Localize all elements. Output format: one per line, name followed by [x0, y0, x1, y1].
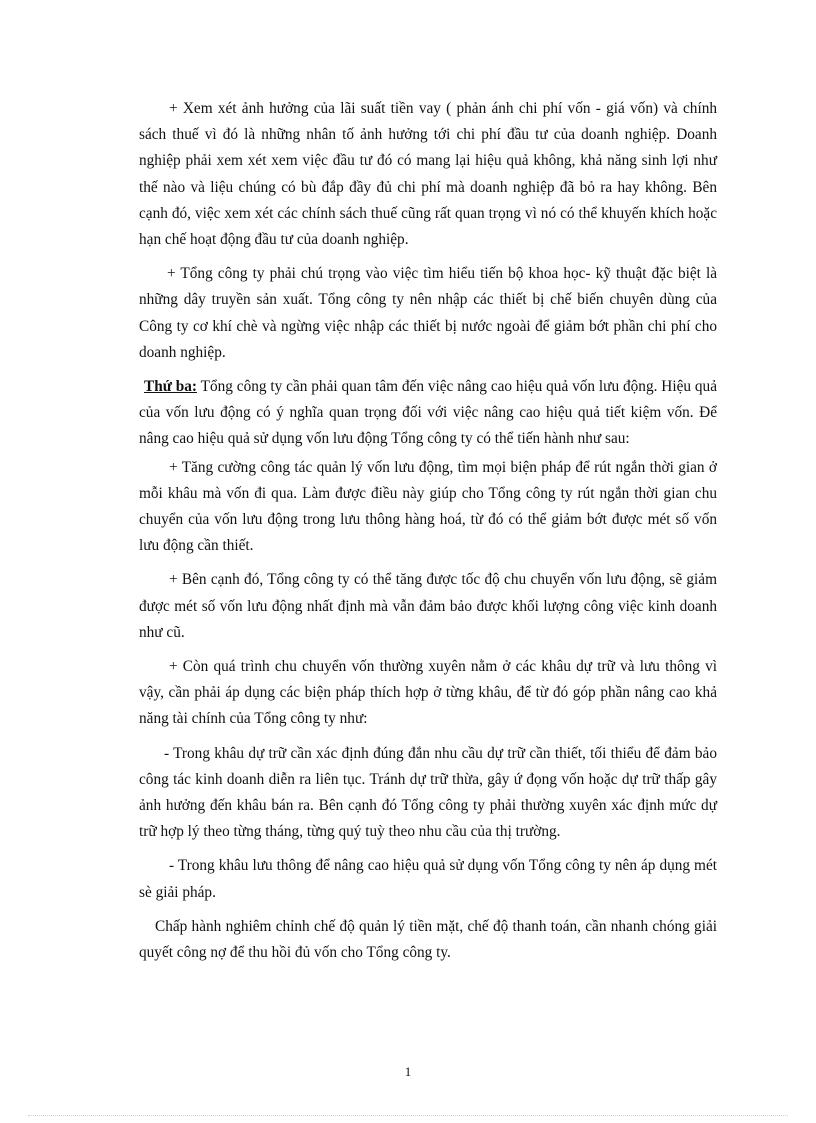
third-point-text: Tổng công ty cần phải quan tâm đến việc nâng cao hiệu quả vốn lưu động. Hiệu quả của vốn lưu động có ý nghĩa quan trọng đối với việc nâng cao hiệu quả tiết kiệm vốn. Để nâng cao hiệu quả sử dụng vốn lưu động Tổng công ty có thể tiến hành như sau: [139, 378, 717, 448]
paragraph-management: + Tăng cường công tác quản lý vốn lưu động, tìm mọi biện pháp để rút ngắn thời gian ở mỗi khâu mà vốn đi qua. Làm được điều này giúp cho Tổng công ty rút ngắn thời gian chu chuyển của vốn lưu động trong lưu thông hàng hoá, từ đó có thể giảm bớt được mét số vốn lưu động cần thiết. [139, 458, 717, 555]
paragraph-circulation: + Còn quá trình chu chuyển vốn thường xuyên nằm ở các khâu dự trữ và lưu thông vì vậy, cần phải áp dụng các biện pháp thích hợp ở từng khâu, để từ đó góp phần nâng cao khả năng tài chính của Tổng công ty như: [139, 658, 717, 728]
paragraph-distribution: - Trong khâu lưu thông để nâng cao hiệu quả sử dụng vốn Tổng công ty nên áp dụng mét sè giải pháp. [139, 857, 717, 901]
paragraph-cash: Chấp hành nghiêm chỉnh chế độ quản lý tiền mặt, chế độ thanh toán, cần nhanh chóng giải quyết công nợ để thu hồi đủ vốn cho Tổng công ty. [139, 917, 717, 962]
paragraph-third-point [139, 374, 717, 453]
page-bottom-divider [28, 1115, 788, 1116]
paragraph-turnover: + Bên cạnh đó, Tổng công ty có thể tăng được tốc độ chu chuyển vốn lưu động, sẽ giảm được mét số vốn lưu động nhất định mà vẫn đảm bảo được khối lượng công việc kinh doanh như cũ. [139, 571, 717, 641]
body-text [139, 96, 717, 966]
paragraph-reserve: - Trong khâu dự trữ cần xác định đúng đắn nhu cầu dự trữ cần thiết, tối thiểu để đảm bảo công tác kinh doanh diễn ra liên tục. Tránh dự trữ thừa, gây ứ đọng vốn hoặc dự trữ thấp gây ảnh hưởng đến khâu bán ra. Bên cạnh đó Tổng công ty phải thường xuyên xác định mức dự trữ hợp lý theo từng tháng, từng quý tuỳ theo nhu cầu của thị trường. [139, 744, 717, 841]
paragraph-interest-tax: + Xem xét ảnh hưởng của lãi suất tiền vay ( phản ánh chi phí vốn - giá vốn) và chính sách thuế vì đó là những nhân tố ảnh hưởng tới chi phí đầu tư của doanh nghiệp. Doanh nghiệp phải xem xét xem việc đầu tư đó có mang lại hiệu quả không, khả năng sinh lợi như thế nào và liệu chúng có bù đắp đầy đủ chi phí mà doanh nghiệp đã bỏ ra hay không. Bên cạnh đó, việc xem xét các chính sách thuế cũng rất quan trọng vì nó có thể khuyến khích hoặc hạn chế hoạt động đầu tư của doanh nghiệp. [139, 100, 717, 249]
page-number: 1 [404, 1064, 412, 1079]
paragraph-technology: + Tổng công ty phải chú trọng vào việc tìm hiểu tiến bộ khoa học- kỹ thuật đặc biệt là những dây truyền sản xuất. Tổng công ty nên nhập các thiết bị chế biến chuyên dùng của Công ty cơ khí chè và ngừng việc nhập các thiết bị nước ngoài để giảm bớt phần chi phí cho doanh nghiệp. [139, 265, 717, 361]
third-point-label: Thứ ba: [144, 378, 198, 396]
